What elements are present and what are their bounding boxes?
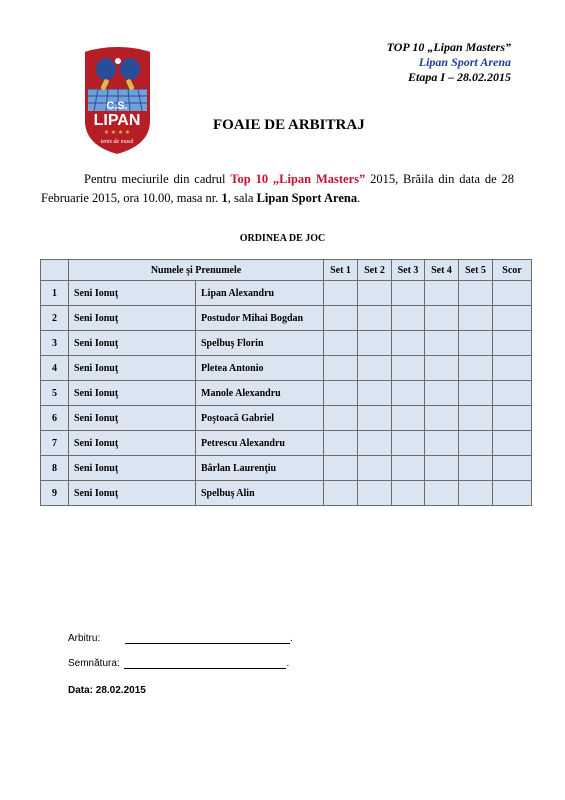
page-title: FOAIE DE ARBITRAJ bbox=[213, 117, 365, 133]
semnatura-label: Semnătura: bbox=[68, 658, 120, 669]
intro-event: Top 10 „Lipan Masters” bbox=[230, 172, 366, 186]
set-4-cell[interactable] bbox=[425, 331, 459, 356]
header-line1: TOP 10 „Lipan Masters” bbox=[386, 40, 511, 54]
player-2: Poştoacă Gabriel bbox=[196, 406, 324, 431]
set-1-cell[interactable] bbox=[324, 431, 358, 456]
set-3-cell[interactable] bbox=[392, 481, 425, 506]
set-4-cell[interactable] bbox=[425, 356, 459, 381]
header-names: Numele şi Prenumele bbox=[69, 260, 324, 281]
table-row bbox=[41, 331, 532, 356]
event-header bbox=[387, 40, 511, 85]
player-1: Seni Ionuţ bbox=[69, 406, 196, 431]
row-number: 3 bbox=[41, 331, 69, 356]
arbitru-dot: . bbox=[290, 633, 293, 644]
semnatura-field[interactable] bbox=[124, 657, 286, 669]
table-row bbox=[41, 381, 532, 406]
set-3-cell[interactable] bbox=[392, 431, 425, 456]
row-number: 5 bbox=[41, 381, 69, 406]
set-4-cell[interactable] bbox=[425, 381, 459, 406]
intro-paragraph bbox=[41, 170, 514, 208]
player-1: Seni Ionuţ bbox=[69, 456, 196, 481]
set-3-cell[interactable] bbox=[392, 381, 425, 406]
header-set2: Set 2 bbox=[358, 260, 392, 281]
player-2: Petrescu Alexandru bbox=[196, 431, 324, 456]
set-2-cell[interactable] bbox=[358, 481, 392, 506]
set-4-cell[interactable] bbox=[425, 281, 459, 306]
table-row bbox=[41, 406, 532, 431]
set-5-cell[interactable] bbox=[459, 356, 493, 381]
set-2-cell[interactable] bbox=[358, 331, 392, 356]
logo-line1: C.S. bbox=[106, 100, 128, 112]
score-cell[interactable] bbox=[493, 356, 532, 381]
score-cell[interactable] bbox=[493, 281, 532, 306]
row-number: 2 bbox=[41, 306, 69, 331]
set-2-cell[interactable] bbox=[358, 356, 392, 381]
intro-masa: 1 bbox=[221, 191, 228, 205]
table-row bbox=[41, 481, 532, 506]
intro-text-3: , sala bbox=[227, 191, 257, 205]
score-cell[interactable] bbox=[493, 381, 532, 406]
set-5-cell[interactable] bbox=[459, 481, 493, 506]
score-cell[interactable] bbox=[493, 406, 532, 431]
player-2: Bârlan Laurenţiu bbox=[196, 456, 324, 481]
table-row bbox=[41, 356, 532, 381]
intro-text-1: Pentru meciurile din cadrul bbox=[84, 172, 231, 186]
set-2-cell[interactable] bbox=[358, 431, 392, 456]
set-4-cell[interactable] bbox=[425, 456, 459, 481]
player-1: Seni Ionuţ bbox=[69, 331, 196, 356]
set-1-cell[interactable] bbox=[324, 406, 358, 431]
intro-text-4: . bbox=[357, 191, 361, 205]
player-2: Manole Alexandru bbox=[196, 381, 324, 406]
row-number: 4 bbox=[41, 356, 69, 381]
set-4-cell[interactable] bbox=[425, 406, 459, 431]
player-2: Spelbuş Alin bbox=[196, 481, 324, 506]
set-2-cell[interactable] bbox=[358, 381, 392, 406]
set-2-cell[interactable] bbox=[358, 456, 392, 481]
set-5-cell[interactable] bbox=[459, 281, 493, 306]
set-2-cell[interactable] bbox=[358, 306, 392, 331]
set-3-cell[interactable] bbox=[392, 356, 425, 381]
set-3-cell[interactable] bbox=[392, 406, 425, 431]
player-2: Pletea Antonio bbox=[196, 356, 324, 381]
header-set5: Set 5 bbox=[459, 260, 493, 281]
set-1-cell[interactable] bbox=[324, 306, 358, 331]
table-row bbox=[41, 281, 532, 306]
logo-stars: ★ ★ ★ ★ bbox=[103, 130, 131, 136]
header-set3: Set 3 bbox=[392, 260, 425, 281]
row-number: 8 bbox=[41, 456, 69, 481]
set-3-cell[interactable] bbox=[392, 456, 425, 481]
player-1: Seni Ionuţ bbox=[69, 306, 196, 331]
player-2: Spelbuş Florin bbox=[196, 331, 324, 356]
set-5-cell[interactable] bbox=[459, 331, 493, 356]
semnatura-dot: . bbox=[286, 658, 290, 669]
set-5-cell[interactable] bbox=[459, 381, 493, 406]
set-5-cell[interactable] bbox=[459, 306, 493, 331]
set-3-cell[interactable] bbox=[392, 306, 425, 331]
set-1-cell[interactable] bbox=[324, 481, 358, 506]
arbitru-field[interactable] bbox=[125, 632, 290, 644]
row-number: 1 bbox=[41, 281, 69, 306]
player-1: Seni Ionuţ bbox=[69, 481, 196, 506]
player-2: Lipan Alexandru bbox=[196, 281, 324, 306]
set-5-cell[interactable] bbox=[459, 431, 493, 456]
table-row bbox=[41, 306, 532, 331]
set-4-cell[interactable] bbox=[425, 306, 459, 331]
paddle-icon bbox=[96, 58, 116, 80]
semnatura-line bbox=[68, 657, 289, 669]
set-3-cell[interactable] bbox=[392, 281, 425, 306]
intro-text-2: 2015, Brăila din data de 28 Februarie 2015, ora 10.00, masa nr. bbox=[41, 172, 514, 205]
logo-line3: tenis de masă bbox=[100, 139, 134, 145]
set-1-cell[interactable] bbox=[324, 281, 358, 306]
player-2: Postudor Mihai Bogdan bbox=[196, 306, 324, 331]
row-number: 9 bbox=[41, 481, 69, 506]
score-cell[interactable] bbox=[493, 481, 532, 506]
score-cell[interactable] bbox=[493, 331, 532, 356]
player-1: Seni Ionuţ bbox=[69, 281, 196, 306]
table-header-row bbox=[41, 260, 532, 281]
set-1-cell[interactable] bbox=[324, 331, 358, 356]
header-set1: Set 1 bbox=[324, 260, 358, 281]
table-row bbox=[41, 431, 532, 456]
intro-sala: Lipan Sport Arena bbox=[256, 191, 358, 205]
arbitru-label: Arbitru: bbox=[68, 633, 101, 644]
table-row bbox=[41, 456, 532, 481]
set-2-cell[interactable] bbox=[358, 406, 392, 431]
section-title: ORDINEA DE JOC bbox=[239, 233, 326, 244]
score-cell[interactable] bbox=[493, 456, 532, 481]
score-cell[interactable] bbox=[493, 306, 532, 331]
set-3-cell[interactable] bbox=[392, 331, 425, 356]
logo-line2: LIPAN bbox=[93, 112, 141, 129]
header-line2: Lipan Sport Arena bbox=[418, 55, 511, 69]
set-5-cell[interactable] bbox=[459, 456, 493, 481]
ball-icon bbox=[115, 58, 121, 64]
header-score: Scor bbox=[493, 260, 532, 281]
player-1: Seni Ionuţ bbox=[69, 381, 196, 406]
header-set4: Set 4 bbox=[425, 260, 459, 281]
club-logo bbox=[80, 43, 155, 158]
set-1-cell[interactable] bbox=[324, 356, 358, 381]
header-num bbox=[41, 260, 69, 281]
row-number: 6 bbox=[41, 406, 69, 431]
header-line3: Etapa I – 28.02.2015 bbox=[407, 70, 511, 84]
arbitru-line bbox=[68, 632, 293, 644]
player-1: Seni Ionuţ bbox=[69, 431, 196, 456]
set-4-cell[interactable] bbox=[425, 431, 459, 456]
set-4-cell[interactable] bbox=[425, 481, 459, 506]
row-number: 7 bbox=[41, 431, 69, 456]
set-1-cell[interactable] bbox=[324, 456, 358, 481]
set-1-cell[interactable] bbox=[324, 381, 358, 406]
score-cell[interactable] bbox=[493, 431, 532, 456]
set-2-cell[interactable] bbox=[358, 281, 392, 306]
date-line: Data: 28.02.2015 bbox=[68, 685, 146, 696]
set-5-cell[interactable] bbox=[459, 406, 493, 431]
match-table bbox=[40, 259, 532, 506]
player-1: Seni Ionuţ bbox=[69, 356, 196, 381]
